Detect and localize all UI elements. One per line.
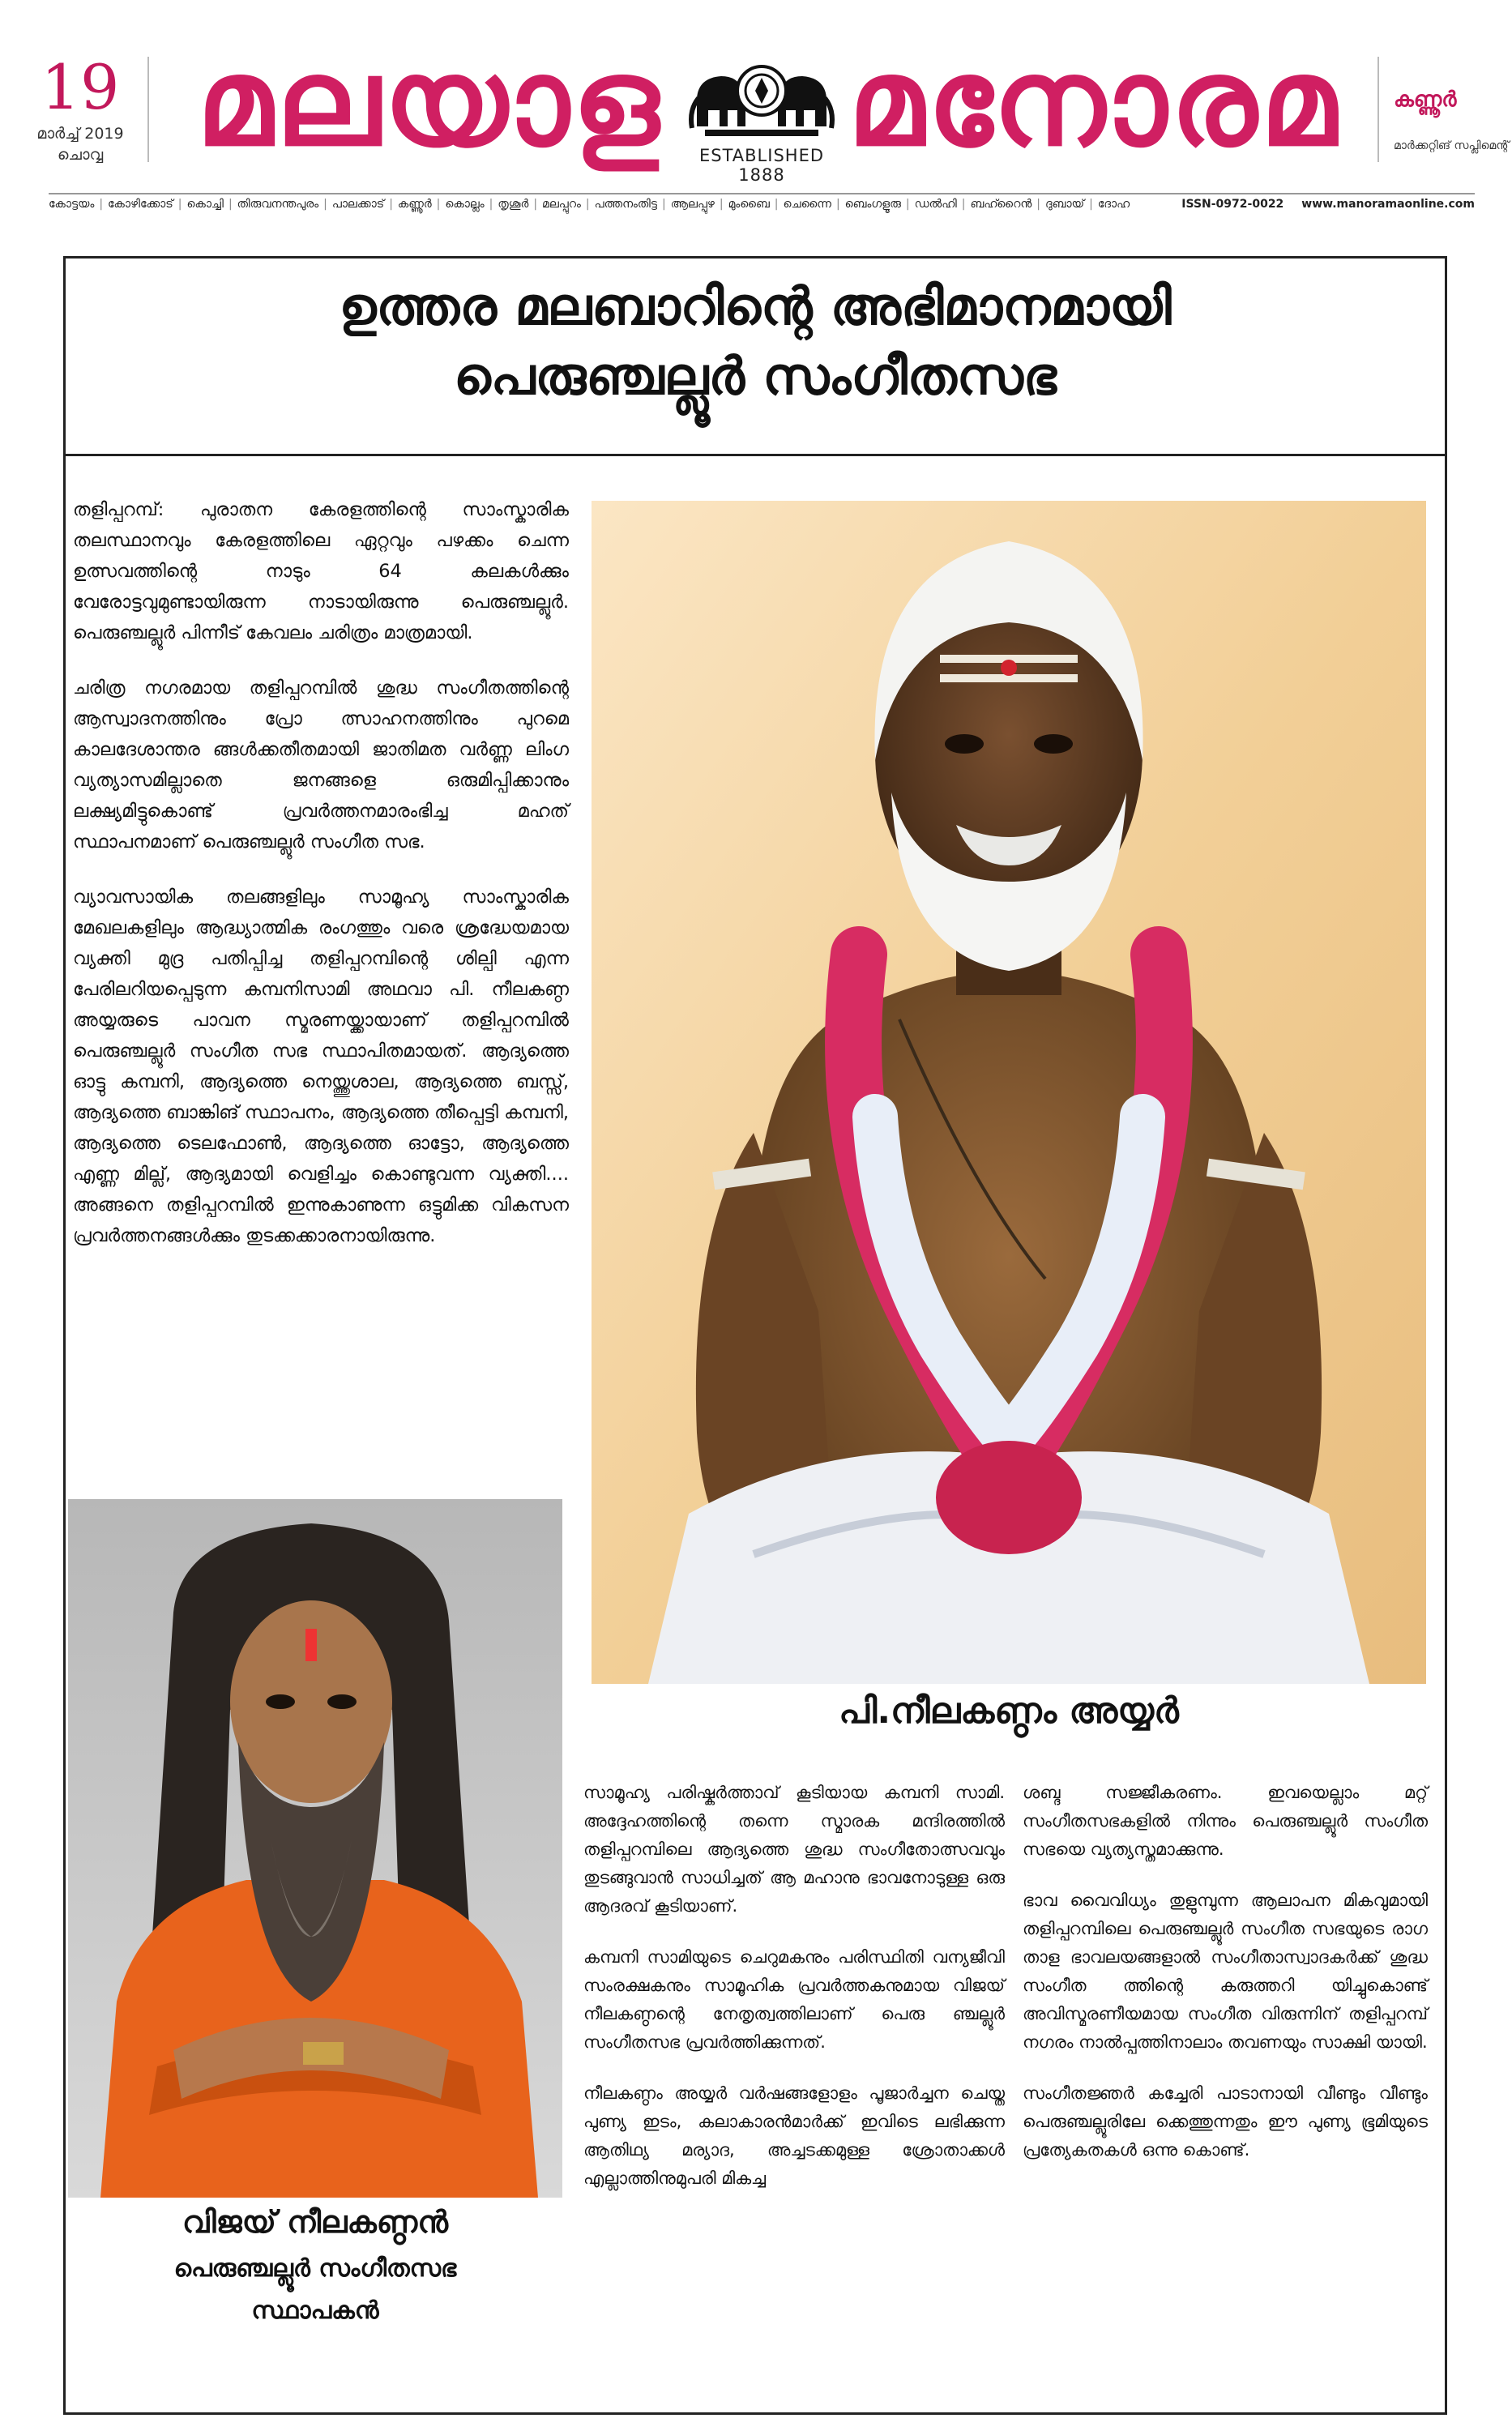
- issn: ISSN-0972-0022: [1181, 198, 1284, 211]
- separator: |: [436, 198, 441, 211]
- masthead: [0, 0, 1512, 186]
- city-list: [49, 198, 1130, 219]
- separator: |: [961, 198, 966, 211]
- headline: [63, 272, 1447, 412]
- city-edition: കോട്ടയം: [49, 198, 95, 211]
- city-edition: പത്തനംതിട്ട: [594, 198, 657, 211]
- paragraph: സാമൂഹ്യ പരിഷ്കർത്താവ് കൂടിയായ കമ്പനി സാമി. അദ്ദേഹത്തിന്റെ തന്നെ സ്മാരക മന്ദിരത്തിൽ തളിപ്പറമ്പിലെ ആദ്യത്തെ ശുദ്ധ സംഗീതോത്സവവും തുടങ്ങുവാൻ സാധിച്ചത് ആ മഹാനു ഭാവനോടുള്ള ഒരു ആദരവ് കൂടിയാണ്.: [583, 1783, 1005, 1916]
- portrait-caption: പി.നീലകണ്ഠം അയ്യർ: [839, 1690, 1179, 1732]
- paragraph: തളിപ്പറമ്പ്: പുരാതന കേരളത്തിന്റെ സാംസ്കാരിക തലസ്ഥാനവും കേരളത്തിലെ ഏറ്റവും പഴക്കം ചെന്ന ഉത്സവത്തിന്റെ നാടും 64 കലകൾക്കും വേരോട്ടവുമുണ്ടായിരുന്ന നാടായിരുന്നു പെരുഞ്ചല്ലൂർ. പെരുഞ്ചല്ലൂർ പിന്നീട് കേവലം ചരിത്രം മാത്രമായി.: [73, 499, 569, 643]
- website-link[interactable]: www.manoramaonline.com: [1301, 198, 1475, 211]
- separator: |: [389, 198, 393, 211]
- city-edition: കണ്ണൂർ: [397, 198, 432, 211]
- separator: |: [489, 198, 493, 211]
- separator: |: [228, 198, 233, 211]
- separator: |: [1036, 198, 1040, 211]
- brand-name-left: മലയാള: [196, 32, 663, 173]
- separator: |: [99, 198, 104, 211]
- paragraph: ഭാവ വൈവിധ്യം തുളുമ്പുന്ന ആലാപന മികവുമായി തളിപ്പറമ്പിലെ പെരുഞ്ചല്ലൂർ സംഗീത സഭയുടെ രാഗ താള ഭാവലയങ്ങളാൽ സംഗീതാസ്വാദകർക്ക് ശുദ്ധ സംഗീത ത്തിന്റെ കരുത്തറി യിച്ചുകൊണ്ട് അവിസ്മരണീയമായ സംഗീത വിരുന്നിന് തളിപ്പറമ്പ് നഗരം നാൽപ്പത്തിനാലാം തവണയും സാക്ഷി യായി.: [1023, 1891, 1428, 2052]
- city-edition: തിരുവനന്തപുരം: [237, 198, 319, 211]
- weekday: ചൊവ്വ: [57, 146, 104, 164]
- headline-line-2: പെരുഞ്ചല്ലൂർ സംഗീതസഭ: [453, 347, 1057, 408]
- separator: |: [1089, 198, 1093, 211]
- city-edition: പാലക്കാട്: [331, 198, 385, 211]
- article-column-left: [73, 494, 569, 1275]
- paragraph: സംഗീതജ്ഞർ കച്ചേരി പാടാനായി വീണ്ടും വീണ്ടും പെരുഞ്ചല്ലൂരിലേ ക്കെത്തുന്നതും ഈ പുണ്യ ഭൂമിയുടെ പ്രത്യേകതകൾ ഒന്നു കൊണ്ട്.: [1023, 2083, 1428, 2160]
- paragraph: ശബ്ദ സജ്ജീകരണം. ഇവയെല്ലാം മറ്റ് സംഗീതസഭകളിൽ നിന്നും പെരുഞ്ചല്ലൂർ സംഗീത സഭയെ വ്യത്യസ്തമാക്കുന്നു.: [1023, 1783, 1428, 1859]
- person-name: വിജയ് നീലകണ്ഠൻ: [182, 2204, 448, 2240]
- city-edition: തൃശൂർ: [498, 198, 529, 211]
- article-column-middle: [583, 1779, 1005, 2215]
- paragraph: ചരിത്ര നഗരമായ തളിപ്പറമ്പിൽ ശുദ്ധ സംഗീതത്തിന്റെ ആസ്വാദനത്തിനും പ്രോ ത്സാഹനത്തിനും പുറമെ കാലദേശാന്തര ങ്ങൾക്കതീതമായി ജാതിമത വർണ്ണ ലിംഗ വ്യത്യാസമില്ലാതെ ജനങ്ങളെ ഒരുമിപ്പിക്കാനും ലക്ഷ്യമിട്ടുകൊണ്ട് പ്രവർത്തനമാരംഭിച്ച മഹത് സ്ഥാപനമാണ് പെരുഞ്ചല്ലൂർ സംഗീത സഭ.: [73, 677, 569, 852]
- separator: |: [835, 198, 840, 211]
- city-edition: കൊല്ലം: [445, 198, 485, 211]
- person-photo: [68, 1499, 562, 2198]
- city-edition: മുംബൈ: [728, 198, 770, 211]
- established-year: ESTABLISHED 1888: [698, 146, 825, 185]
- paragraph: കമ്പനി സാമിയുടെ ചെറുമകനും പരിസ്ഥിതി വന്യജീവി സംരക്ഷകനും സാമൂഹിക പ്രവർത്തകനുമായ വിജയ് നീലകണ്ഠന്റെ നേതൃത്വത്തിലാണ് പെരു ഞ്ചല്ലൂർ സംഗീതസഭ പ്രവർത്തിക്കുന്നത്.: [583, 1947, 1005, 2052]
- city-edition: കോഴിക്കോട്: [108, 198, 173, 211]
- city-edition: ആലപ്പുഴ: [670, 198, 715, 211]
- issue-date: [36, 51, 125, 164]
- edition-subtitle: മാർക്കറ്റിങ് സപ്ലിമെന്റ്: [1394, 139, 1510, 152]
- portrait-painting: [592, 501, 1426, 1684]
- headline-line-1: ഉത്തര മലബാറിന്റെ അഭിമാനമായി: [339, 277, 1172, 337]
- city-edition: ഡൽഹി: [914, 198, 957, 211]
- separator: |: [533, 198, 538, 211]
- person-role-line-2: സ്ഥാപകൻ: [251, 2296, 379, 2325]
- separator: |: [177, 198, 182, 211]
- separator: |: [719, 198, 724, 211]
- separator: |: [585, 198, 590, 211]
- edition-name: കണ്ണൂർ: [1394, 88, 1457, 112]
- city-edition: ബഹ്റൈൻ: [970, 198, 1032, 211]
- date-month-year: മാർച്ച് 2019: [36, 125, 124, 143]
- headline-rule: [63, 454, 1447, 456]
- brand-name-right: മനോരമ: [848, 32, 1340, 173]
- city-edition: ബെംഗളൂരു: [844, 198, 901, 211]
- city-edition: ചെന്നൈ: [783, 198, 831, 211]
- city-edition: മലപ്പുറം: [542, 198, 581, 211]
- publication-info: [1181, 198, 1475, 219]
- city-edition: ദോഹ: [1097, 198, 1130, 211]
- divider: [1377, 57, 1379, 162]
- city-edition: ദുബായ്: [1044, 198, 1085, 211]
- paragraph: വ്യാവസായിക തലങ്ങളിലും സാമൂഹ്യ സാംസ്കാരിക മേഖലകളിലും ആദ്ധ്യാത്മിക രംഗത്തും വരെ ശ്രദ്ധേയമായ വ്യക്തി മുദ്ര പതിപ്പിച്ച തളിപ്പറമ്പിന്റെ ശില്പി എന്ന പേരിലറിയപ്പെടുന്ന കമ്പനിസാമി അഥവാ പി. നീലകണ്ഠ അയ്യരുടെ പാവന സ്മരണയ്ക്കായാണ് തളിപ്പറമ്പിൽ പെരുഞ്ചല്ലൂർ സംഗീത സഭ സ്ഥാപിതമായത്. ആദ്യത്തെ ഓട്ടു കമ്പനി, ആദ്യത്തെ നെയ്ത്തുശാല, ആദ്യത്തെ ബസ്സ്, ആദ്യത്തെ ബാങ്കിങ് സ്ഥാപനം, ആദ്യത്തെ തീപ്പെട്ടി കമ്പനി, ആദ്യത്തെ ടെലഫോൺ, ആദ്യത്തെ ഓട്ടോ, ആദ്യത്തെ എണ്ണ മില്ല്, ആദ്യമായി വെളിച്ചം കൊണ്ടുവന്ന വ്യക്തി.... അങ്ങനെ തളിപ്പറമ്പിൽ ഇന്നുകാണുന്ന ഒട്ടുമിക്ക വികസന പ്രവർത്തനങ്ങൾക്കും തുടക്കക്കാരനായിരുന്നു.: [73, 887, 569, 1246]
- person-role-line-1: പെരുഞ്ചല്ലൂർ സംഗീതസഭ: [173, 2254, 457, 2283]
- separator: |: [661, 198, 666, 211]
- date-number: 19: [41, 51, 120, 123]
- city-editions-bar: [49, 193, 1475, 219]
- article-column-right: [1023, 1779, 1428, 2187]
- separator: |: [774, 198, 779, 211]
- paragraph: നീലകണ്ഠം അയ്യർ വർഷങ്ങളോളം പൂജാർച്ചന ചെയ്ത പുണ്യ ഇടം, കലാകാരൻമാർക്ക് ഇവിടെ ലഭിക്കുന്ന ആതിഥ്യ മര്യാദ, അച്ചടക്കമുള്ള ശ്രോതാക്കൾ എല്ലാത്തിനുമുപരി മികച്ച: [583, 2083, 1005, 2188]
- city-edition: കൊച്ചി: [186, 198, 224, 211]
- separator: |: [905, 198, 910, 211]
- divider: [147, 57, 149, 162]
- separator: |: [323, 198, 327, 211]
- elephant-crest-icon: [681, 53, 843, 185]
